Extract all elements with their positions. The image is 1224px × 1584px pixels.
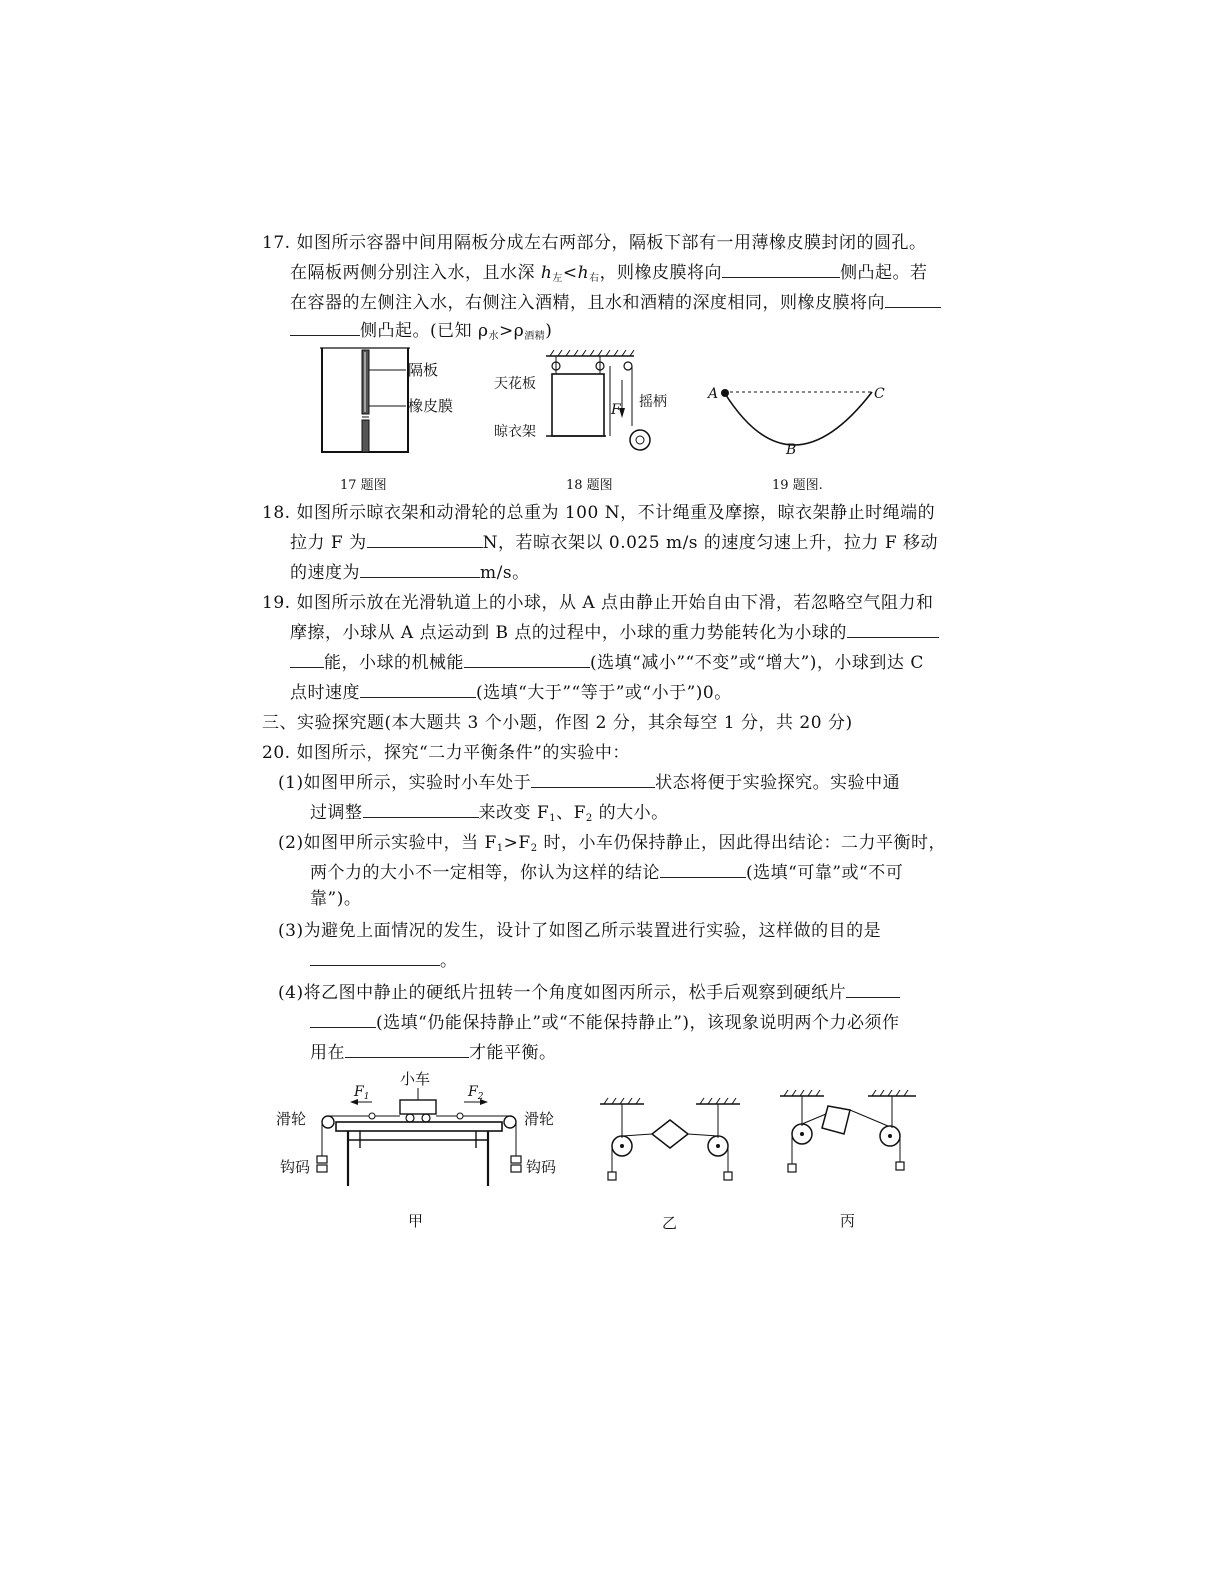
figure-18-caption: 18 题图 bbox=[566, 478, 613, 493]
weight-left-label: 钩码 bbox=[280, 1158, 311, 1176]
q17-line1: 17. 如图所示容器中间用隔板分成左右两部分，隔板下部有一用薄橡皮膜封闭的圆孔。 bbox=[262, 233, 927, 253]
q20-p2-text-b: >F bbox=[503, 833, 531, 853]
point-a-label: A bbox=[708, 386, 719, 402]
q20-p4-text-d: 才能平衡。 bbox=[469, 1043, 557, 1063]
pulley-left-label: 滑轮 bbox=[276, 1110, 307, 1128]
q17-line2-text-b: ，则橡皮膜将向 bbox=[599, 263, 723, 283]
figure-20-caption-yi: 乙 bbox=[662, 1214, 678, 1232]
force-f-label: F bbox=[611, 402, 621, 418]
q18-line2 bbox=[290, 532, 938, 554]
force-f1-label bbox=[353, 1084, 369, 1102]
q20-p1-text-c: 过调整 bbox=[310, 803, 363, 823]
figure-20-caption-bing: 丙 bbox=[840, 1212, 856, 1230]
rho-alcohol-subscript: 酒精 bbox=[524, 331, 546, 342]
q20-p1-text-f: 的大小。 bbox=[592, 803, 669, 823]
q19-line3 bbox=[290, 652, 924, 674]
q20-answer-blank-4[interactable] bbox=[310, 951, 440, 966]
q20-p2-sub1: 1 bbox=[496, 843, 504, 854]
q17-answer-blank-2b[interactable] bbox=[290, 321, 360, 336]
q19-line2-text: 摩擦，小球从 A 点运动到 B 点的过程中，小球的重力势能转化为小球的 bbox=[290, 623, 847, 643]
membrane-label: 橡皮膜 bbox=[408, 397, 454, 415]
q20-p2-line1 bbox=[278, 832, 946, 860]
q18-line2-text-a: 拉力 F 为 bbox=[290, 533, 367, 553]
figure-18-clothes-rack bbox=[494, 348, 694, 458]
q18-line3-text-a: 的速度为 bbox=[290, 563, 360, 583]
q19-answer-blank-2[interactable] bbox=[464, 653, 590, 668]
q19-line3-text-a: 能，小球的机械能 bbox=[324, 653, 464, 673]
q18-line1: 18. 如图所示晾衣架和动滑轮的总重为 100 N，不计绳重及摩擦，晾衣架静止时绳端的 bbox=[262, 503, 936, 523]
q20-p2-text-a: (2)如图甲所示实验中，当 F bbox=[278, 833, 497, 853]
q20-answer-blank-6[interactable] bbox=[345, 1043, 469, 1058]
q20-answer-blank-3[interactable] bbox=[660, 863, 746, 878]
ceiling-label: 天花板 bbox=[494, 376, 536, 392]
q20-p4-line2 bbox=[310, 1012, 900, 1034]
q20-p1-text-d: 来改变 F bbox=[478, 803, 550, 823]
crank-label: 摇柄 bbox=[639, 394, 667, 410]
q20-p2-sub2: 2 bbox=[530, 843, 538, 854]
q19-answer-blank-3[interactable] bbox=[360, 683, 476, 698]
q18-answer-blank-1[interactable] bbox=[367, 533, 483, 548]
q20-p2-text-c: 时，小车仍保持静止，因此得出结论：二力平衡时， bbox=[537, 833, 946, 853]
q20-p4-line3 bbox=[310, 1042, 557, 1064]
figure-20-yi-pulleys bbox=[596, 1092, 746, 1192]
point-c-label: C bbox=[874, 386, 885, 402]
q18-line3 bbox=[290, 562, 530, 584]
q20-answer-blank-2[interactable] bbox=[363, 803, 479, 818]
q20-p2-text-d: 两个力的大小不一定相等，你认为这样的结论 bbox=[310, 863, 660, 883]
q20-p1-text-b: 状态将便于实验探究。实验中通 bbox=[655, 773, 901, 793]
q20-p3-line1: (3)为避免上面情况的发生，设计了如图乙所示装置进行实验，这样做的目的是 bbox=[278, 921, 882, 941]
partition-label: 隔板 bbox=[408, 361, 439, 379]
less-than-sign: < bbox=[562, 263, 578, 283]
q17-line3-text: 在容器的左侧注入水，右侧注入酒精，且水和酒精的深度相同，则橡皮膜将向 bbox=[290, 293, 885, 313]
q20-p3-line2 bbox=[310, 950, 458, 972]
figure-17-caption: 17 题图 bbox=[340, 478, 387, 493]
rack-label: 晾衣架 bbox=[494, 424, 536, 440]
q17-answer-blank-1[interactable] bbox=[722, 263, 840, 278]
q20-p4-text-a: (4)将乙图中静止的硬纸片扭转一个角度如图丙所示，松手后观察到硬纸片 bbox=[278, 983, 847, 1003]
q20-p2-text-e: (选填“可靠”或“不可 bbox=[746, 863, 904, 883]
point-b-label: B bbox=[786, 442, 797, 458]
h-right-subscript: 右 bbox=[589, 273, 600, 284]
q19-line1: 19. 如图所示放在光滑轨道上的小球，从 A 点由静止开始自由下滑，若忽略空气阻力和 bbox=[262, 593, 934, 613]
q20-p2-line2 bbox=[310, 862, 903, 884]
figure-20-jia-table bbox=[276, 1066, 576, 1196]
q18-line3-text-b: m/s。 bbox=[480, 563, 530, 583]
q19-line4 bbox=[290, 682, 732, 704]
q20-p4-line1 bbox=[278, 982, 900, 1004]
h-right-symbol: h bbox=[577, 263, 590, 283]
force-f2-letter: F bbox=[468, 1084, 478, 1100]
q17-line4-text-b: ) bbox=[545, 321, 553, 341]
q17-answer-blank-2a[interactable] bbox=[885, 293, 941, 308]
h-left-symbol: h bbox=[540, 263, 553, 283]
greater-than-rho: >ρ bbox=[499, 321, 525, 341]
q17-line4-text-a: 侧凸起。(已知 ρ bbox=[360, 321, 489, 341]
h-left-subscript: 左 bbox=[552, 273, 563, 284]
q20-answer-blank-1[interactable] bbox=[531, 773, 655, 788]
q17-line2-text-c: 侧凸起。若 bbox=[840, 263, 928, 283]
q20-p1-line2 bbox=[310, 802, 669, 830]
force-f2-subscript: 2 bbox=[477, 1092, 484, 1102]
pulley-right-label: 滑轮 bbox=[524, 1110, 555, 1128]
q20-intro: 20. 如图所示，探究“二力平衡条件”的实验中： bbox=[262, 743, 630, 763]
q19-line2 bbox=[290, 622, 939, 644]
q19-answer-blank-1a[interactable] bbox=[847, 623, 939, 638]
q18-answer-blank-2[interactable] bbox=[360, 563, 480, 578]
q20-p3-text-b: 。 bbox=[440, 951, 458, 971]
q20-p4-text-b: (选填“仍能保持静止”或“不能保持静止”)，该现象说明两个力必须作 bbox=[376, 1013, 900, 1033]
section-3-heading: 三、实验探究题(本大题共 3 个小题，作图 2 分，其余每空 1 分，共 20 分) bbox=[262, 713, 853, 733]
q20-p4-text-c: 用在 bbox=[310, 1043, 345, 1063]
q20-p1-line1 bbox=[278, 772, 900, 794]
q17-line3 bbox=[290, 292, 941, 314]
rho-water-subscript: 水 bbox=[488, 331, 500, 342]
figure-20-caption-jia: 甲 bbox=[408, 1212, 424, 1230]
q17-line2-text-a: 在隔板两侧分别注入水，且水深 bbox=[290, 263, 541, 283]
figure-17-container bbox=[310, 340, 470, 465]
figure-20-bing-pulleys bbox=[776, 1084, 926, 1184]
q19-line3-text-b: (选填“减小”“不变”或“增大”)，小球到达 C bbox=[590, 653, 924, 673]
car-label: 小车 bbox=[400, 1070, 431, 1088]
q20-p1-text-e: 、F bbox=[556, 803, 586, 823]
figure-19-track bbox=[700, 378, 900, 463]
weight-right-label: 钩码 bbox=[526, 1158, 557, 1176]
figure-19-caption: 19 题图. bbox=[772, 478, 823, 493]
q20-p1-sub2: 2 bbox=[585, 813, 593, 824]
q17-line2 bbox=[290, 262, 928, 290]
q20-answer-blank-5b[interactable] bbox=[310, 1013, 376, 1028]
q19-line4-text-b: (选填“大于”“等于”或“小于”)0。 bbox=[476, 683, 732, 703]
force-f1-letter: F bbox=[354, 1084, 364, 1100]
q19-answer-blank-1b[interactable] bbox=[290, 653, 324, 668]
force-f1-subscript: 1 bbox=[363, 1092, 370, 1102]
q20-answer-blank-5a[interactable] bbox=[846, 983, 900, 998]
q20-p1-text-a: (1)如图甲所示，实验时小车处于 bbox=[278, 773, 532, 793]
q20-p1-sub1: 1 bbox=[549, 813, 557, 824]
q18-line2-text-b: N，若晾衣架以 0.025 m/s 的速度匀速上升，拉力 F 移动 bbox=[482, 533, 939, 553]
q20-p2-line3: 靠”)。 bbox=[310, 889, 362, 909]
force-f2-label bbox=[467, 1084, 484, 1102]
q19-line4-text-a: 点时速度 bbox=[290, 683, 360, 703]
